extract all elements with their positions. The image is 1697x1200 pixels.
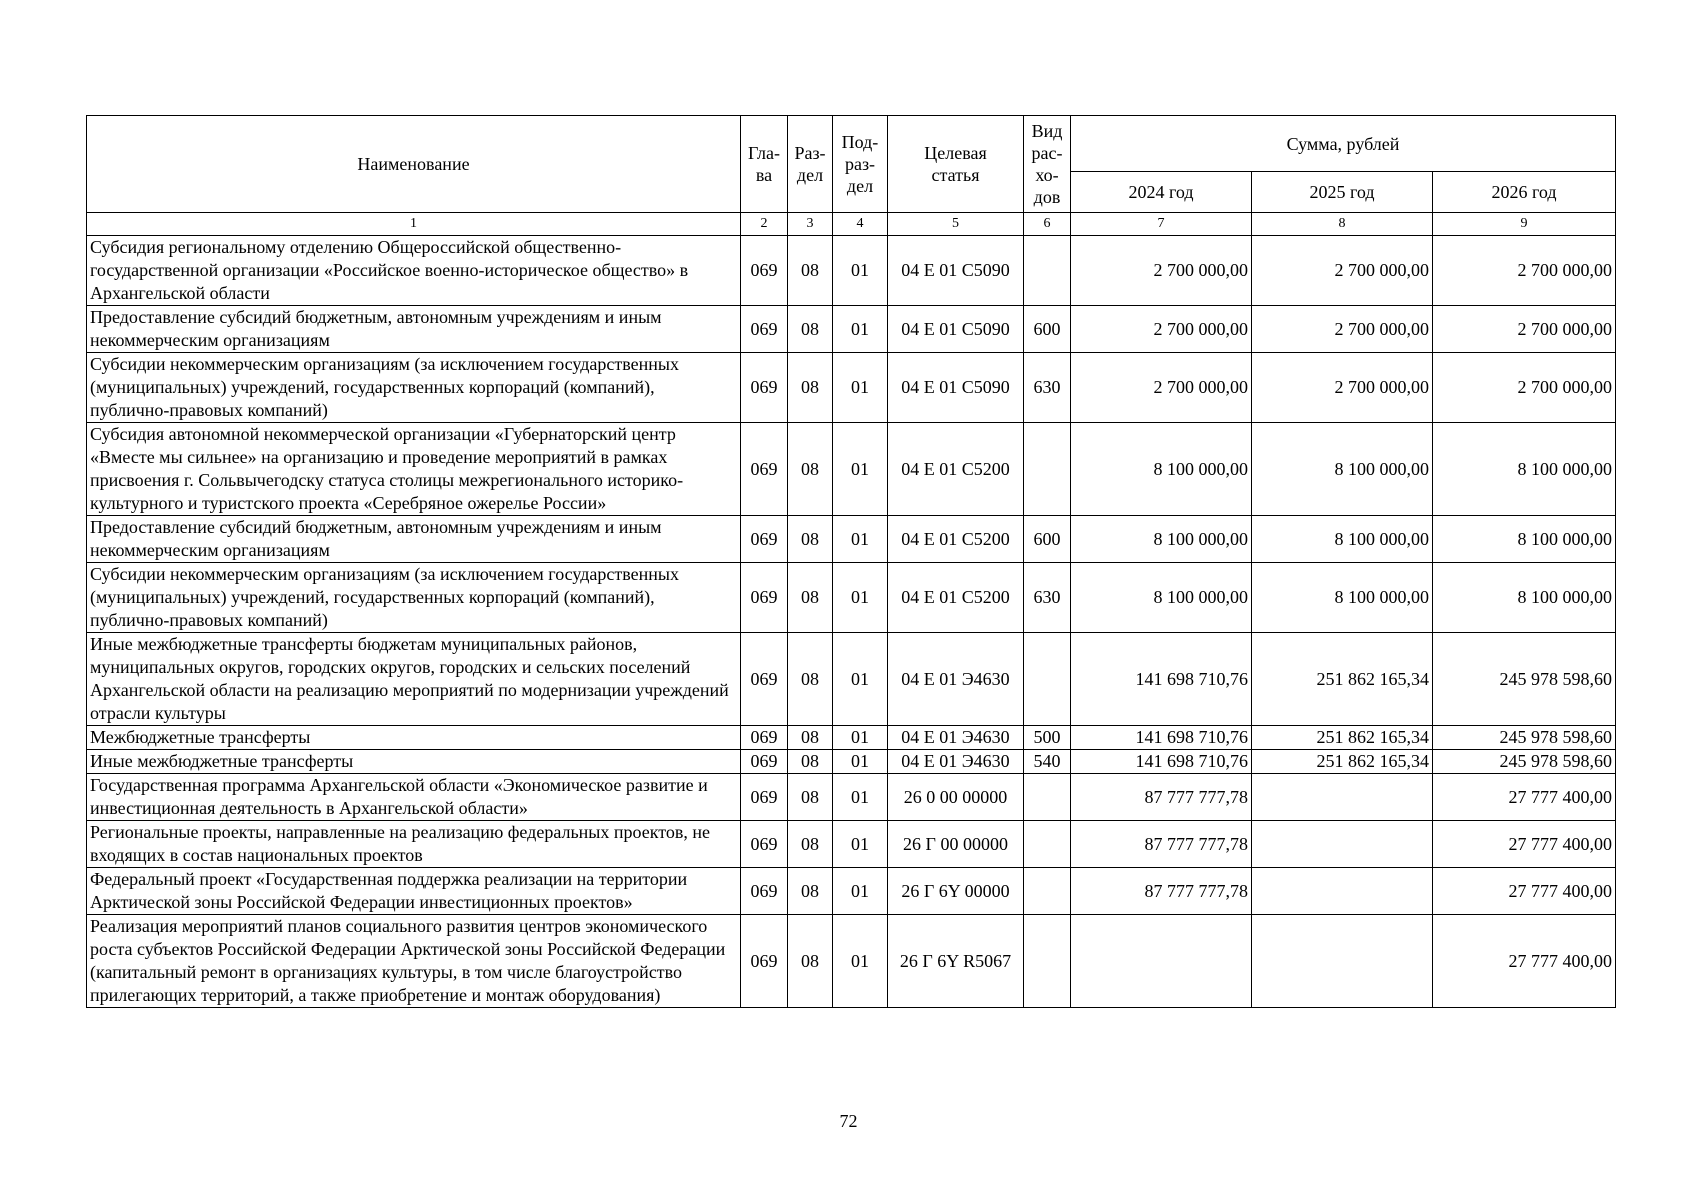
row-razdel: 08 xyxy=(788,633,833,726)
header-podrazdel-text: Под- раз- дел xyxy=(841,132,879,196)
row-2026: 27 777 400,00 xyxy=(1433,915,1616,1008)
row-code: 04 Е 01 С5090 xyxy=(888,236,1024,306)
column-index: 4 xyxy=(833,213,888,236)
row-2024: 8 100 000,00 xyxy=(1071,423,1252,516)
row-glava: 069 xyxy=(741,726,788,750)
row-2026: 27 777 400,00 xyxy=(1433,821,1616,868)
row-podrazdel: 01 xyxy=(833,821,888,868)
row-glava: 069 xyxy=(741,563,788,633)
table-header xyxy=(87,116,1616,236)
row-2025: 251 862 165,34 xyxy=(1252,633,1433,726)
row-name: Иные межбюджетные трансферты xyxy=(87,750,741,774)
row-2024: 2 700 000,00 xyxy=(1071,236,1252,306)
table-row xyxy=(87,774,1616,821)
column-index: 9 xyxy=(1433,213,1616,236)
row-code: 26 Г 6Y R5067 xyxy=(888,915,1024,1008)
row-2024: 8 100 000,00 xyxy=(1071,563,1252,633)
row-razdel: 08 xyxy=(788,306,833,353)
row-2025: 8 100 000,00 xyxy=(1252,423,1433,516)
row-code: 26 Г 6Y 00000 xyxy=(888,868,1024,915)
row-podrazdel: 01 xyxy=(833,516,888,563)
row-2024: 87 777 777,78 xyxy=(1071,868,1252,915)
row-razdel: 08 xyxy=(788,868,833,915)
row-2026: 8 100 000,00 xyxy=(1433,423,1616,516)
row-razdel: 08 xyxy=(788,726,833,750)
row-podrazdel: 01 xyxy=(833,236,888,306)
row-code: 04 Е 01 Э4630 xyxy=(888,633,1024,726)
header-vid-text: Вид рас- хо- дов xyxy=(1031,121,1063,207)
row-2025: 8 100 000,00 xyxy=(1252,563,1433,633)
row-2025 xyxy=(1252,821,1433,868)
row-glava: 069 xyxy=(741,633,788,726)
row-glava: 069 xyxy=(741,821,788,868)
row-name: Реализация мероприятий планов социального развития центров экономического роста субъектов Российской Федерации Арктической зоны Российской Федерации (капитальный ремонт в организациях культуры, в том числе благоустройство прилегающих территорий, а также приобретение и монтаж оборудования) xyxy=(87,915,741,1008)
table-row xyxy=(87,236,1616,306)
header-year-2024: 2024 год xyxy=(1071,172,1252,213)
row-name: Субсидии некоммерческим организациям (за исключением государственных (муниципальных) учреждений, государственных корпораций (компаний), публично-правовых компаний) xyxy=(87,353,741,423)
row-2026: 8 100 000,00 xyxy=(1433,563,1616,633)
row-vid: 630 xyxy=(1024,563,1071,633)
row-2025 xyxy=(1252,774,1433,821)
row-podrazdel: 01 xyxy=(833,750,888,774)
row-glava: 069 xyxy=(741,516,788,563)
row-razdel: 08 xyxy=(788,236,833,306)
header-summa: Сумма, рублей xyxy=(1071,116,1616,172)
header-celevaya-text: Целевая статья xyxy=(924,143,987,185)
table-row xyxy=(87,563,1616,633)
row-2026: 245 978 598,60 xyxy=(1433,633,1616,726)
row-podrazdel: 01 xyxy=(833,633,888,726)
table-row xyxy=(87,423,1616,516)
row-2025 xyxy=(1252,868,1433,915)
header-glava xyxy=(741,116,788,213)
row-vid: 600 xyxy=(1024,306,1071,353)
row-2025: 251 862 165,34 xyxy=(1252,726,1433,750)
row-podrazdel: 01 xyxy=(833,423,888,516)
row-code: 04 Е 01 Э4630 xyxy=(888,750,1024,774)
row-code: 04 Е 01 Э4630 xyxy=(888,726,1024,750)
row-code: 04 Е 01 С5090 xyxy=(888,306,1024,353)
column-index: 2 xyxy=(741,213,788,236)
row-2026: 27 777 400,00 xyxy=(1433,774,1616,821)
row-razdel: 08 xyxy=(788,821,833,868)
row-vid xyxy=(1024,915,1071,1008)
row-code: 04 Е 01 С5200 xyxy=(888,423,1024,516)
row-name: Региональные проекты, направленные на реализацию федеральных проектов, не входящих в состав национальных проектов xyxy=(87,821,741,868)
row-razdel: 08 xyxy=(788,423,833,516)
row-2024: 141 698 710,76 xyxy=(1071,633,1252,726)
header-glava-text: Гла- ва xyxy=(747,143,781,185)
row-code: 04 Е 01 С5200 xyxy=(888,563,1024,633)
row-podrazdel: 01 xyxy=(833,563,888,633)
column-index: 8 xyxy=(1252,213,1433,236)
row-2024: 87 777 777,78 xyxy=(1071,774,1252,821)
column-index: 1 xyxy=(87,213,741,236)
row-name: Иные межбюджетные трансферты бюджетам муниципальных районов, муниципальных округов, городских округов, городских и сельских поселений Архангельской области на реализацию мероприятий по модернизации учреждений отрасли культуры xyxy=(87,633,741,726)
row-podrazdel: 01 xyxy=(833,726,888,750)
row-2025: 8 100 000,00 xyxy=(1252,516,1433,563)
row-2026: 245 978 598,60 xyxy=(1433,750,1616,774)
row-glava: 069 xyxy=(741,423,788,516)
row-code: 26 0 00 00000 xyxy=(888,774,1024,821)
row-2026: 2 700 000,00 xyxy=(1433,353,1616,423)
row-2024: 2 700 000,00 xyxy=(1071,353,1252,423)
row-vid xyxy=(1024,774,1071,821)
table-body xyxy=(87,236,1616,1008)
table-row xyxy=(87,353,1616,423)
row-2025: 2 700 000,00 xyxy=(1252,353,1433,423)
table-row xyxy=(87,633,1616,726)
row-2024: 8 100 000,00 xyxy=(1071,516,1252,563)
row-2025: 2 700 000,00 xyxy=(1252,306,1433,353)
row-podrazdel: 01 xyxy=(833,915,888,1008)
row-2026: 245 978 598,60 xyxy=(1433,726,1616,750)
table-row xyxy=(87,726,1616,750)
row-2025: 251 862 165,34 xyxy=(1252,750,1433,774)
row-2024: 141 698 710,76 xyxy=(1071,726,1252,750)
header-name: Наименование xyxy=(87,116,741,213)
row-2024: 2 700 000,00 xyxy=(1071,306,1252,353)
column-index: 7 xyxy=(1071,213,1252,236)
row-code: 04 Е 01 С5200 xyxy=(888,516,1024,563)
header-year-2025: 2025 год xyxy=(1252,172,1433,213)
row-2026: 27 777 400,00 xyxy=(1433,868,1616,915)
row-2025: 2 700 000,00 xyxy=(1252,236,1433,306)
row-glava: 069 xyxy=(741,750,788,774)
row-name: Государственная программа Архангельской области «Экономическое развитие и инвестиционная деятельность в Архангельской области» xyxy=(87,774,741,821)
row-razdel: 08 xyxy=(788,353,833,423)
row-2026: 2 700 000,00 xyxy=(1433,236,1616,306)
row-glava: 069 xyxy=(741,774,788,821)
row-vid: 630 xyxy=(1024,353,1071,423)
row-code: 26 Г 00 00000 xyxy=(888,821,1024,868)
row-vid: 540 xyxy=(1024,750,1071,774)
row-name: Предоставление субсидий бюджетным, автономным учреждениям и иным некоммерческим организациям xyxy=(87,306,741,353)
row-podrazdel: 01 xyxy=(833,774,888,821)
row-name: Субсидия автономной некоммерческой организации «Губернаторский центр «Вместе мы сильнее» на организацию и проведение мероприятий в рамках присвоения г. Сольвычегодску статуса столицы межрегионального историко-культурного и туристского проекта «Серебряное ожерелье России» xyxy=(87,423,741,516)
header-year-2026: 2026 год xyxy=(1433,172,1616,213)
row-vid: 600 xyxy=(1024,516,1071,563)
row-name: Субсидия региональному отделению Общероссийской общественно-государственной организации «Российское военно-историческое общество» в Архангельской области xyxy=(87,236,741,306)
row-name: Федеральный проект «Государственная поддержка реализации на территории Арктической зоны Российской Федерации инвестиционных проектов» xyxy=(87,868,741,915)
row-glava: 069 xyxy=(741,868,788,915)
row-razdel: 08 xyxy=(788,750,833,774)
row-glava: 069 xyxy=(741,236,788,306)
column-index: 6 xyxy=(1024,213,1071,236)
header-razdel xyxy=(788,116,833,213)
row-razdel: 08 xyxy=(788,915,833,1008)
row-2024 xyxy=(1071,915,1252,1008)
row-vid: 500 xyxy=(1024,726,1071,750)
row-name: Субсидии некоммерческим организациям (за исключением государственных (муниципальных) учреждений, государственных корпораций (компаний), публично-правовых компаний) xyxy=(87,563,741,633)
header-razdel-text: Раз- дел xyxy=(794,143,826,185)
row-razdel: 08 xyxy=(788,563,833,633)
table-row xyxy=(87,306,1616,353)
row-podrazdel: 01 xyxy=(833,868,888,915)
row-2024: 87 777 777,78 xyxy=(1071,821,1252,868)
row-glava: 069 xyxy=(741,915,788,1008)
row-2026: 2 700 000,00 xyxy=(1433,306,1616,353)
table-row xyxy=(87,915,1616,1008)
row-razdel: 08 xyxy=(788,774,833,821)
column-index: 5 xyxy=(888,213,1024,236)
row-name: Предоставление субсидий бюджетным, автономным учреждениям и иным некоммерческим организациям xyxy=(87,516,741,563)
row-2025 xyxy=(1252,915,1433,1008)
row-2026: 8 100 000,00 xyxy=(1433,516,1616,563)
row-vid xyxy=(1024,868,1071,915)
row-vid xyxy=(1024,633,1071,726)
page-number: 72 xyxy=(839,1111,858,1131)
header-celevaya xyxy=(888,116,1024,213)
column-index-row xyxy=(87,213,1616,236)
row-podrazdel: 01 xyxy=(833,353,888,423)
row-glava: 069 xyxy=(741,353,788,423)
column-index: 3 xyxy=(788,213,833,236)
row-code: 04 Е 01 С5090 xyxy=(888,353,1024,423)
table-row xyxy=(87,868,1616,915)
row-vid xyxy=(1024,423,1071,516)
table-row xyxy=(87,750,1616,774)
row-2024: 141 698 710,76 xyxy=(1071,750,1252,774)
budget-table xyxy=(86,115,1616,1008)
row-glava: 069 xyxy=(741,306,788,353)
header-vid xyxy=(1024,116,1071,213)
row-name: Межбюджетные трансферты xyxy=(87,726,741,750)
row-podrazdel: 01 xyxy=(833,306,888,353)
table-row xyxy=(87,821,1616,868)
header-podrazdel xyxy=(833,116,888,213)
row-vid xyxy=(1024,236,1071,306)
row-vid xyxy=(1024,821,1071,868)
table-row xyxy=(87,516,1616,563)
row-razdel: 08 xyxy=(788,516,833,563)
